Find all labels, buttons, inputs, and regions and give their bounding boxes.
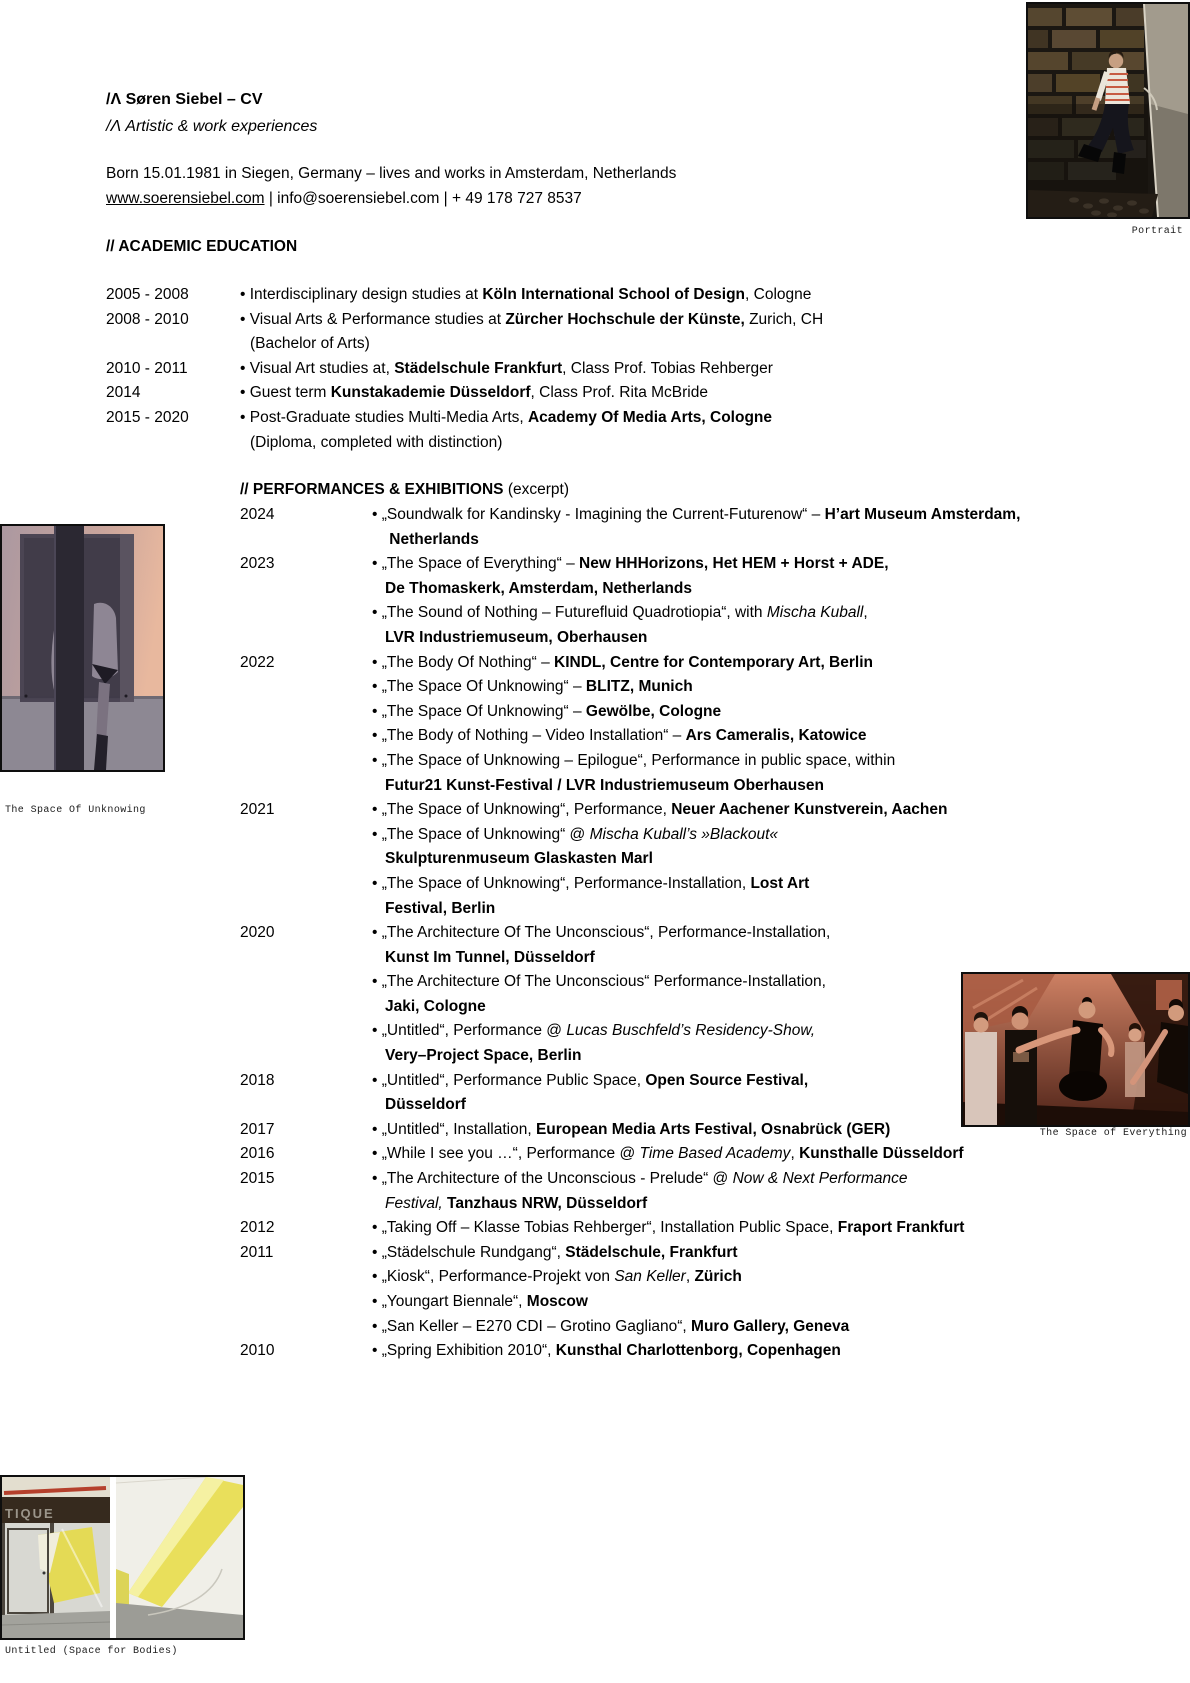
- entry-text: [372, 1167, 907, 1192]
- performance-row: [240, 552, 1020, 577]
- year-label: [240, 823, 372, 848]
- text-run: • „The Space of Unknowing“, Performance,: [372, 801, 672, 819]
- year-label: [240, 1192, 372, 1217]
- entry-text: [372, 1044, 581, 1069]
- text-run: Festival, Berlin: [385, 899, 496, 917]
- performance-row: [240, 1044, 1020, 1069]
- entry-text: [372, 1241, 738, 1266]
- text-run: San Keller: [614, 1268, 686, 1286]
- text-run: Kunst Im Tunnel, Düsseldorf: [385, 948, 595, 966]
- year-label: 2021: [240, 801, 275, 819]
- text-run: • „Kiosk“, Performance-Projekt von: [372, 1268, 615, 1286]
- entry-text: [240, 357, 773, 382]
- performance-row: [240, 1142, 1020, 1167]
- contact-separator: |: [439, 190, 453, 207]
- text-run: Academy Of Media Arts, Cologne: [527, 408, 773, 426]
- everything-photo: [961, 972, 1190, 1127]
- entry-text: [372, 1118, 890, 1143]
- year-label: [240, 774, 372, 799]
- entry-text: [240, 308, 823, 333]
- performance-row: [240, 1265, 1020, 1290]
- text-run: Jaki, Cologne: [385, 997, 486, 1015]
- page-title: /Λ Søren Siebel – CV: [106, 91, 263, 108]
- year-label: [240, 577, 372, 602]
- text-run: KINDL, Centre for Contemporary Art, Berlin: [554, 653, 873, 671]
- portrait-caption: Portrait: [1131, 226, 1183, 237]
- entry-text: [372, 1339, 841, 1364]
- text-run: Zurich, CH: [744, 310, 824, 328]
- entry-text: [372, 1216, 964, 1241]
- performances-heading: [240, 481, 569, 499]
- year-label: [240, 675, 372, 700]
- year-label: [240, 847, 372, 872]
- entry-text: [372, 552, 889, 577]
- education-list: [106, 283, 823, 455]
- portrait-image: [1026, 2, 1190, 219]
- performance-row: [240, 626, 1020, 651]
- text-run: Kunsthalle Düsseldorf: [799, 1145, 964, 1163]
- year-label: [240, 1265, 372, 1290]
- text-run: • „The Architecture Of The Unconscious“ Performance-Installation,: [372, 973, 826, 991]
- year-label: [240, 1044, 372, 1069]
- text-run: (Bachelor of Arts): [250, 335, 370, 353]
- year-label: [240, 995, 372, 1020]
- year-label: [240, 749, 372, 774]
- text-run: Düsseldorf: [385, 1096, 466, 1114]
- everything-caption: The Space of Everything: [1039, 1128, 1187, 1139]
- entry-text: [372, 946, 595, 971]
- education-heading: // ACADEMIC EDUCATION: [106, 238, 298, 255]
- text-run: , Class Prof. Tobias Rehberger: [562, 359, 773, 377]
- entry-text: [372, 528, 479, 553]
- page-subtitle: /Λ Artistic & work experiences: [106, 118, 318, 135]
- year-label: [240, 700, 372, 725]
- text-run: • „Spring Exhibition 2010“,: [372, 1342, 556, 1360]
- entry-text: [372, 1019, 815, 1044]
- text-run: BLITZ, Munich: [585, 678, 693, 696]
- performance-row: [240, 528, 1020, 553]
- performance-row: [240, 700, 1020, 725]
- year-label: [240, 601, 372, 626]
- year-label: [240, 1315, 372, 1340]
- entry-text: [372, 601, 868, 626]
- performances-list: [240, 503, 1020, 1364]
- entry-text: [372, 970, 826, 995]
- entry-text: [372, 1142, 964, 1167]
- bodies-storefront-sign: TIQUE: [5, 1506, 55, 1521]
- text-run: • „Untitled“, Installation,: [372, 1120, 536, 1138]
- performance-row: [240, 1241, 1020, 1266]
- education-row: [106, 308, 823, 333]
- text-run: Städelschule, Frankfurt: [565, 1243, 738, 1261]
- text-run: Netherlands: [385, 530, 479, 548]
- performance-row: [240, 1339, 1020, 1364]
- performance-row: [240, 774, 1020, 799]
- year-label: [240, 1290, 372, 1315]
- education-row: [106, 381, 823, 406]
- entry-text: [372, 823, 778, 848]
- text-run: Fraport Frankfurt: [837, 1219, 965, 1237]
- text-run: Tanzhaus NRW, Düsseldorf: [447, 1194, 648, 1212]
- performance-row: [240, 1019, 1020, 1044]
- year-label: 2024: [240, 506, 275, 523]
- header-block: [106, 86, 317, 140]
- performance-row: [240, 577, 1020, 602]
- year-label: 2015: [240, 1170, 275, 1188]
- text-run: Futur21 Kunst-Festival / LVR Industriemuseum Oberhausen: [385, 776, 824, 794]
- performance-row: [240, 1192, 1020, 1217]
- website-link[interactable]: www.soerensiebel.com: [106, 190, 265, 207]
- performance-row: [240, 1118, 1020, 1143]
- year-label: 2015 - 2020: [106, 408, 189, 426]
- year-label: 2017: [240, 1120, 275, 1138]
- text-run: H’art Museum Amsterdam,: [824, 506, 1021, 523]
- year-label: [106, 431, 240, 456]
- text-run: • „While I see you …“, Performance @: [372, 1145, 640, 1163]
- year-label: 2010: [240, 1342, 275, 1360]
- year-label: 2011: [240, 1243, 274, 1261]
- year-label: 2022: [240, 653, 275, 671]
- text-run: • „Youngart Biennale“,: [372, 1293, 527, 1310]
- entry-text: [372, 1192, 647, 1217]
- performance-row: [240, 503, 1020, 528]
- entry-text: [372, 675, 693, 700]
- text-run: Köln International School of Design: [482, 286, 746, 303]
- year-label: [240, 872, 372, 897]
- text-run: European Media Arts Festival, Osnabrück (GER): [535, 1120, 891, 1138]
- entry-text: [240, 406, 772, 431]
- text-run: Kunsthal Charlottenborg, Copenhagen: [555, 1342, 841, 1360]
- year-label: [240, 946, 372, 971]
- year-label: 2005 - 2008: [106, 286, 189, 303]
- entry-text: [372, 577, 692, 602]
- performance-row: [240, 675, 1020, 700]
- education-row: [106, 431, 823, 456]
- text-run: • „The Space of Everything“ –: [372, 555, 580, 573]
- education-row: [106, 357, 823, 382]
- text-run: Festival,: [385, 1194, 443, 1212]
- entry-text: [372, 700, 721, 725]
- entry-text: [372, 503, 1020, 528]
- text-run: • „The Body Of Nothing“ –: [372, 653, 555, 671]
- text-run: Open Source Festival,: [645, 1071, 809, 1089]
- text-run: , Cologne: [745, 286, 812, 303]
- contact-separator: |: [264, 190, 278, 207]
- year-label: 2010 - 2011: [106, 359, 188, 377]
- entry-text: [372, 1290, 588, 1315]
- performance-row: [240, 1069, 1020, 1094]
- entry-text: [240, 283, 811, 308]
- performance-row: [240, 1167, 1020, 1192]
- everything-image: [961, 972, 1190, 1127]
- year-label: [240, 897, 372, 922]
- entry-text: [372, 1069, 808, 1094]
- entry-text: [240, 431, 502, 456]
- performance-row: [240, 872, 1020, 897]
- text-run: • Post-Graduate studies Multi-Media Arts,: [240, 408, 528, 426]
- entry-text: [372, 651, 873, 676]
- year-label: [240, 1093, 372, 1118]
- text-run: Ars Cameralis, Katowice: [685, 727, 867, 745]
- text-run: • „The Body of Nothing – Video Installation“ –: [372, 727, 686, 745]
- performance-row: [240, 823, 1020, 848]
- text-run: Neuer Aachener Kunstverein, Aachen: [671, 801, 948, 819]
- intro-block: [106, 161, 676, 211]
- year-label: [106, 332, 240, 357]
- text-run: • „San Keller – E270 CDI – Grotino Gagliano“,: [372, 1317, 692, 1335]
- year-label: [240, 626, 372, 651]
- entry-text: [372, 749, 895, 774]
- performance-row: [240, 847, 1020, 872]
- performance-row: [240, 651, 1020, 676]
- entry-text: [372, 1265, 742, 1290]
- entry-text: [372, 897, 495, 922]
- born-line: Born 15.01.1981 in Siegen, Germany – lives and works in Amsterdam, Netherlands: [106, 165, 677, 182]
- entry-text: [240, 381, 708, 406]
- entry-text: [372, 1315, 849, 1340]
- text-run: • „Städelschule Rundgang“,: [372, 1243, 566, 1261]
- entry-text: [372, 724, 867, 749]
- text-run: • „The Space Of Unknowing“ –: [372, 702, 586, 720]
- text-run: Zürich: [694, 1268, 742, 1286]
- text-run: • „The Architecture of the Unconscious - Prelude“ @: [372, 1170, 733, 1188]
- text-run: Mischa Kuball: [766, 604, 864, 622]
- text-run: • „Untitled“, Performance @: [372, 1022, 567, 1040]
- performance-row: [240, 970, 1020, 995]
- phone-text: + 49 178 727 8537: [452, 190, 582, 207]
- performance-row: [240, 1093, 1020, 1118]
- year-label: 2014: [106, 384, 141, 402]
- performance-row: [240, 1290, 1020, 1315]
- text-run: • „The Space of Unknowing“ @: [372, 825, 590, 843]
- performance-row: [240, 1216, 1020, 1241]
- text-run: • „Soundwalk for Kandinsky - Imagining the Current-Futurenow“ –: [372, 506, 825, 523]
- entry-text: [240, 332, 370, 357]
- text-run: LVR Industriemuseum, Oberhausen: [385, 628, 648, 646]
- unknowing-image: [0, 524, 165, 772]
- bodies-photo: [0, 1475, 245, 1640]
- unknowing-caption: The Space Of Unknowing: [5, 805, 146, 816]
- text-run: ,: [863, 604, 868, 622]
- bodies-caption: Untitled (Space for Bodies): [5, 1646, 178, 1657]
- entry-text: [372, 1093, 466, 1118]
- text-run: • „The Sound of Nothing – Futurefluid Quadrotiopia“, with: [372, 604, 767, 622]
- performance-row: [240, 995, 1020, 1020]
- text-run: Now & Next Performance: [732, 1170, 908, 1188]
- text-run: Muro Gallery, Geneva: [691, 1317, 850, 1335]
- text-run: Gewölbe, Cologne: [585, 702, 722, 720]
- text-run: • „The Space of Unknowing – Epilogue“, Performance in public space, within: [372, 751, 896, 769]
- performance-row: [240, 897, 1020, 922]
- text-run: ,: [685, 1268, 695, 1286]
- text-run: • „Untitled“, Performance Public Space,: [372, 1071, 646, 1089]
- year-label: [240, 1019, 372, 1044]
- text-run: De Thomaskerk, Amsterdam, Netherlands: [385, 579, 692, 597]
- year-label: [240, 724, 372, 749]
- text-run: • Interdisciplinary design studies at: [240, 286, 483, 303]
- entry-text: [372, 872, 809, 897]
- year-label: 2020: [240, 924, 275, 942]
- text-run: Very–Project Space, Berlin: [385, 1047, 582, 1065]
- text-run: Lucas Buschfeld’s Residency-Show,: [566, 1022, 816, 1040]
- performance-row: [240, 798, 1020, 823]
- performance-row: [240, 921, 1020, 946]
- text-run: New HHHorizons, Het HEM + Horst + ADE,: [579, 555, 889, 573]
- entry-text: [372, 626, 647, 651]
- performance-row: [240, 749, 1020, 774]
- text-run: • „The Space Of Unknowing“ –: [372, 678, 586, 696]
- text-run: • Visual Art studies at,: [240, 359, 395, 377]
- email-text: info@soerensiebel.com: [277, 190, 440, 207]
- contact-line: [106, 186, 676, 211]
- text-run: Kunstakademie Düsseldorf: [330, 384, 531, 402]
- year-label: 2016: [240, 1145, 275, 1163]
- text-run: Time Based Academy: [639, 1145, 791, 1163]
- text-run: , Class Prof. Rita McBride: [530, 384, 708, 402]
- text-run: (Diploma, completed with distinction): [250, 433, 503, 451]
- entry-text: [372, 921, 830, 946]
- year-label: 2012: [240, 1219, 275, 1237]
- bodies-image: [0, 1475, 245, 1640]
- performance-row: [240, 946, 1020, 971]
- text-run: • „Taking Off – Klasse Tobias Rehberger“, Installation Public Space,: [372, 1219, 838, 1237]
- unknowing-photo: [0, 524, 165, 772]
- text-run: Skulpturenmuseum Glaskasten Marl: [385, 850, 653, 868]
- education-row: [106, 332, 823, 357]
- text-run: Mischa Kuball’s »Blackout«: [589, 825, 778, 843]
- performances-heading-suffix: (excerpt): [503, 481, 569, 498]
- entry-text: [372, 798, 947, 823]
- performance-row: [240, 601, 1020, 626]
- performance-row: [240, 724, 1020, 749]
- entry-text: [372, 995, 486, 1020]
- text-run: Zürcher Hochschule der Künste,: [505, 310, 745, 328]
- year-label: 2023: [240, 555, 275, 573]
- year-label: [240, 970, 372, 995]
- text-run: Moscow: [526, 1293, 588, 1310]
- year-label: 2018: [240, 1071, 275, 1089]
- year-label: 2008 - 2010: [106, 310, 189, 328]
- education-row: [106, 406, 823, 431]
- year-label: [240, 528, 372, 553]
- text-run: • „The Architecture Of The Unconscious“, Performance-Installation,: [372, 924, 831, 942]
- text-run: ,: [790, 1145, 800, 1163]
- text-run: • Guest term: [240, 384, 331, 402]
- performance-row: [240, 1315, 1020, 1340]
- text-run: Städelschule Frankfurt: [394, 359, 563, 377]
- education-row: [106, 283, 823, 308]
- performances-heading-main: // PERFORMANCES & EXHIBITIONS: [240, 481, 504, 498]
- text-run: • Visual Arts & Performance studies at: [240, 310, 506, 328]
- portrait-photo: [1026, 2, 1190, 219]
- text-run: Lost Art: [750, 874, 810, 892]
- text-run: • „The Space of Unknowing“, Performance-Installation,: [372, 874, 751, 892]
- entry-text: [372, 774, 824, 799]
- entry-text: [372, 847, 653, 872]
